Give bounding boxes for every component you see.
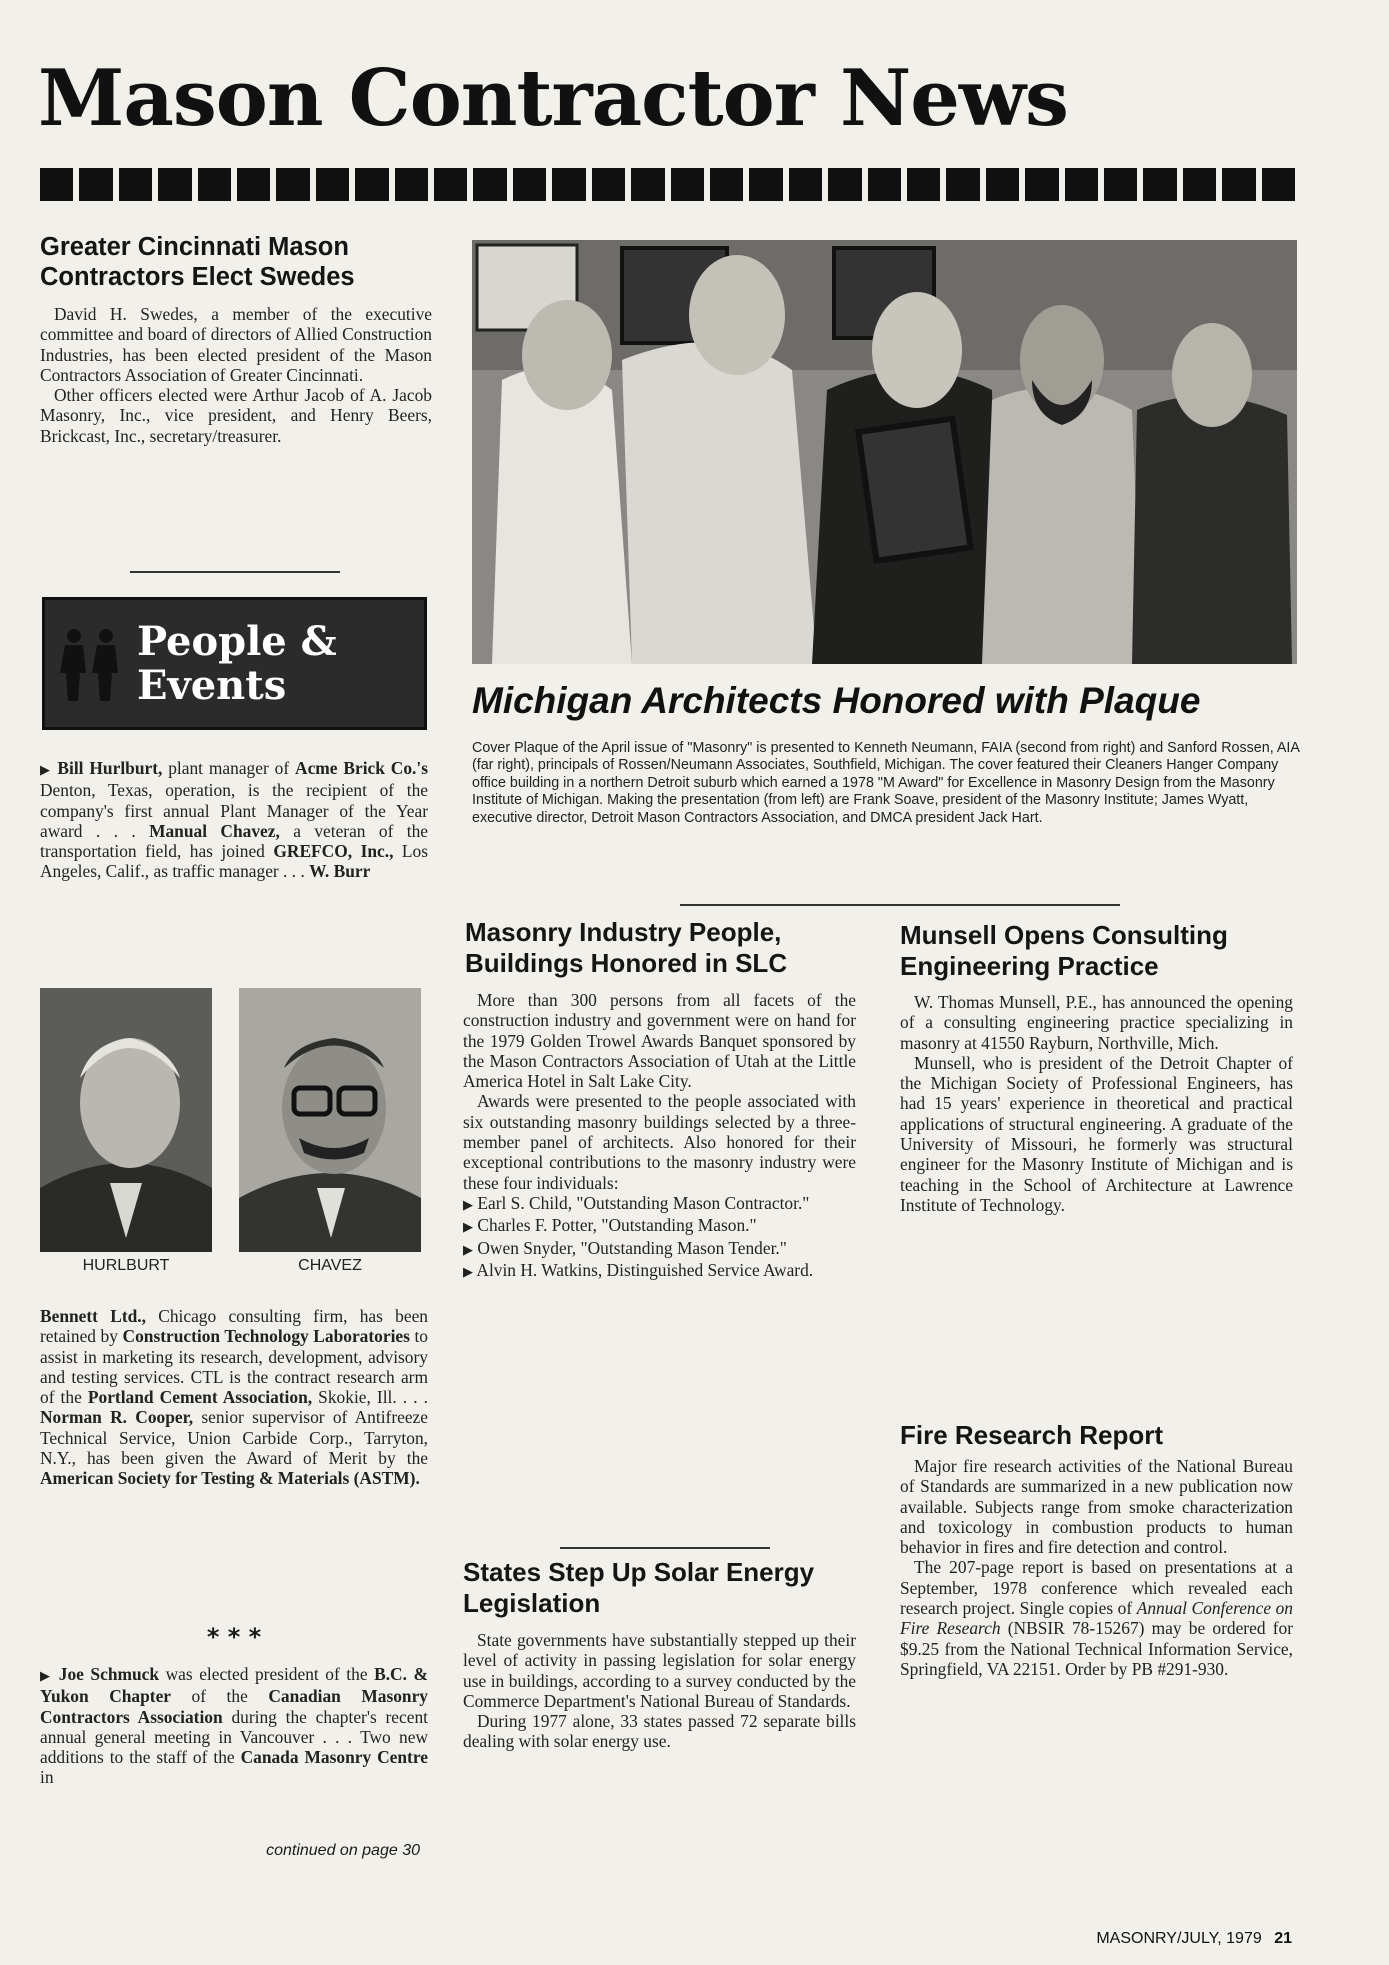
solar-paragraph: During 1977 alone, 33 states passed 72 separate bills dealing with solar energy use.	[463, 1711, 856, 1752]
solar-headline: States Step Up Solar Energy Legislation	[463, 1557, 815, 1618]
bullet-icon: ▶	[463, 1219, 473, 1235]
text: Skokie, Ill. . . .	[312, 1387, 428, 1408]
organization-name: Canadian Masonry Contractors Association	[40, 1686, 428, 1727]
text: Los Angeles, Calif., as traffic manager . . .	[40, 841, 428, 882]
bullet-icon: ▶	[463, 1196, 473, 1212]
hurlburt-caption: HURLBURT	[82, 1257, 170, 1274]
bullet-icon: ▶	[40, 762, 52, 777]
page-footer	[1000, 1930, 1292, 1948]
chavez-photo	[239, 988, 421, 1252]
fire-paragraph	[900, 1557, 1293, 1679]
person-name: Bill Hurlburt,	[57, 758, 163, 778]
organization-name: B.C. & Yukon Chapter	[40, 1664, 428, 1707]
divider	[680, 904, 1120, 906]
person-name: Joe Schmuck	[58, 1664, 160, 1684]
people-icon	[59, 627, 123, 701]
continued-note: continued on page 30	[266, 1842, 420, 1859]
honoree-item	[463, 1215, 856, 1237]
slc-headline: Masonry Industry People, Buildings Honored in SLC	[465, 917, 788, 978]
company-name: Construction Technology Laboratories	[122, 1326, 410, 1347]
text: plant manager of	[162, 758, 296, 778]
text: during the chapter's recent annual general meeting in Vancouver . . . Two new additions to the staff of the	[40, 1706, 428, 1768]
hurlburt-photo	[40, 988, 212, 1252]
divider	[130, 571, 340, 573]
solar-paragraph: State governments have substantially stepped up their level of activity in passing legislation for solar energy use in buildings, according to a survey conducted by the Commerce Department's National Bureau of Standards.	[463, 1630, 856, 1711]
fire-paragraph: Major fire research activities of the National Bureau of Standards are summarized in a new publication now available. Subjects range from smoke characterization and toxicology in combustion products to human behavior in fires and fire detection and control.	[900, 1456, 1293, 1558]
text: Denton, Texas, operation, is the recipient of the company's first annual Plant Manager of the Year award . . .	[40, 780, 428, 841]
organization-name: Canada Masonry Centre	[240, 1747, 428, 1768]
munsell-headline: Munsell Opens Consulting Engineering Practice	[900, 920, 1228, 981]
cincinnati-headline: Greater Cincinnati Mason Contractors Elect Swedes	[40, 233, 355, 292]
bullet-icon: ▶	[463, 1263, 473, 1279]
company-name: Portland Cement Association,	[87, 1387, 313, 1408]
michigan-headline: Michigan Architects Honored with Plaque	[472, 680, 1201, 721]
people-events-title: Events	[137, 661, 287, 709]
company-name: GREFCO, Inc.,	[273, 841, 394, 862]
honoree-item	[463, 1193, 856, 1215]
fire-headline: Fire Research Report	[900, 1420, 1163, 1450]
honoree-text: Owen Snyder, "Outstanding Mason Tender."	[477, 1237, 787, 1258]
company-name: Bennett Ltd.,	[40, 1306, 146, 1326]
munsell-paragraph: W. Thomas Munsell, P.E., has announced the opening of a consulting engineering practice specializing in masonry at 41550 Rayburn, Northville, Mich.	[900, 992, 1293, 1053]
text: of the	[171, 1686, 269, 1707]
text: a veteran of the transportation field, has joined	[40, 820, 428, 862]
section-stars: * * *	[206, 1623, 262, 1651]
text: was elected president of the	[159, 1664, 375, 1684]
divider	[560, 1547, 770, 1549]
honoree-text: Charles F. Potter, "Outstanding Mason."	[477, 1215, 757, 1236]
text: Chicago consulting firm, has been retained by	[40, 1306, 428, 1347]
company-name: Acme Brick Co.'s	[295, 758, 429, 778]
text: The 207-page report is based on presentations at a September, 1978 conference which revealed each research project. Single copies of	[900, 1557, 1293, 1619]
text: (NBSIR 78-15267) may be ordered for $9.25 from the National Technical Information Service, Springfield, VA 22151. Order by PB #291-930.	[900, 1618, 1293, 1679]
masthead-rule	[40, 168, 1295, 201]
bullet-icon: ▶	[463, 1241, 473, 1257]
honoree-item	[463, 1260, 856, 1282]
bullet-icon: ▶	[40, 1668, 53, 1683]
text: in	[40, 1767, 54, 1788]
person-name: Manual Chavez,	[149, 820, 280, 841]
people-events-banner	[42, 597, 427, 730]
honoree-text: Earl S. Child, "Outstanding Mason Contractor."	[477, 1192, 810, 1213]
publication-title: Annual Conference on Fire Research	[900, 1598, 1293, 1639]
munsell-article	[900, 992, 1293, 1215]
cincinnati-article	[40, 304, 432, 446]
page-number: 21	[1274, 1930, 1292, 1947]
text: senior supervisor of Antifreeze Technical Service, Union Carbide Corp., Tarryton, N.Y., has been given the Award of Merit by the	[40, 1407, 428, 1469]
people-events-article	[40, 1664, 428, 1788]
slc-paragraph: Awards were presented to the people associated with six outstanding masonry buildings selected by a three-member panel of architects. Also honored for their exceptional contributions to the masonry industry were these four individuals:	[463, 1091, 856, 1193]
michigan-caption: Cover Plaque of the April issue of "Masonry" is presented to Kenneth Neumann, FAIA (second from right) and Sanford Rossen, AIA (far right), principals of Rossen/Neumann Associates, Southfield, Michigan. The cover featured their Cleaners Hanger Company office building in a northern Detroit suburb which earned a 1978 "M Award" for Excellence in Masonry Design from the Masonry Institute of Michigan. Making the presentation (from left) are Frank Soave, president of the Masonry Institute; James Wyatt, executive director, Detroit Mason Contractors Association, and DMCA president Jack Hart.	[472, 740, 1300, 826]
masthead-title: Mason Contractor News	[38, 53, 1068, 144]
people-events-title: People &	[137, 617, 337, 665]
fire-article	[900, 1456, 1293, 1679]
person-name: W. Burr	[309, 861, 371, 882]
munsell-paragraph: Munsell, who is president of the Detroit Chapter of the Michigan Society of Professional Engineers, has had 15 years' experience in theoretical and practical applications of structural engineering. A graduate of the University of Missouri, he formerly was structural engineer for the Masonry Institute of Michigan and is teaching in the School of Architecture at Lawrence Institute of Technology.	[900, 1052, 1293, 1215]
people-events-article	[40, 758, 428, 882]
cincinnati-paragraph: Other officers elected were Arthur Jacob of A. Jacob Masonry, Inc., vice president, and Henry Beers, Brickcast, Inc., secretary/treasurer.	[40, 385, 432, 446]
cincinnati-paragraph: David H. Swedes, a member of the executive committee and board of directors of Allied Construction Industries, has been elected president of the Mason Contractors Association of Greater Cincinnati.	[40, 304, 432, 385]
people-events-article	[40, 1306, 428, 1489]
chavez-caption: CHAVEZ	[298, 1257, 362, 1274]
honoree-text: Alvin H. Watkins, Distinguished Service Award.	[476, 1259, 814, 1280]
slc-paragraph: More than 300 persons from all facets of the construction industry and government were on hand for the 1979 Golden Trowel Awards Banquet sponsored by the Mason Contractors Association of Utah at the Little America Hotel in Salt Lake City.	[463, 990, 856, 1092]
group-photo	[472, 240, 1297, 664]
slc-article	[463, 990, 856, 1282]
issue-label: MASONRY/JULY, 1979	[1096, 1930, 1262, 1947]
organization-name: American Society for Testing & Materials (ASTM).	[40, 1468, 420, 1489]
solar-article	[463, 1630, 856, 1752]
honoree-item	[463, 1238, 856, 1260]
text: to assist in marketing its research, development, advisory and testing services. CTL is the contract research arm of the	[40, 1326, 428, 1408]
person-name: Norman R. Cooper,	[40, 1407, 194, 1428]
